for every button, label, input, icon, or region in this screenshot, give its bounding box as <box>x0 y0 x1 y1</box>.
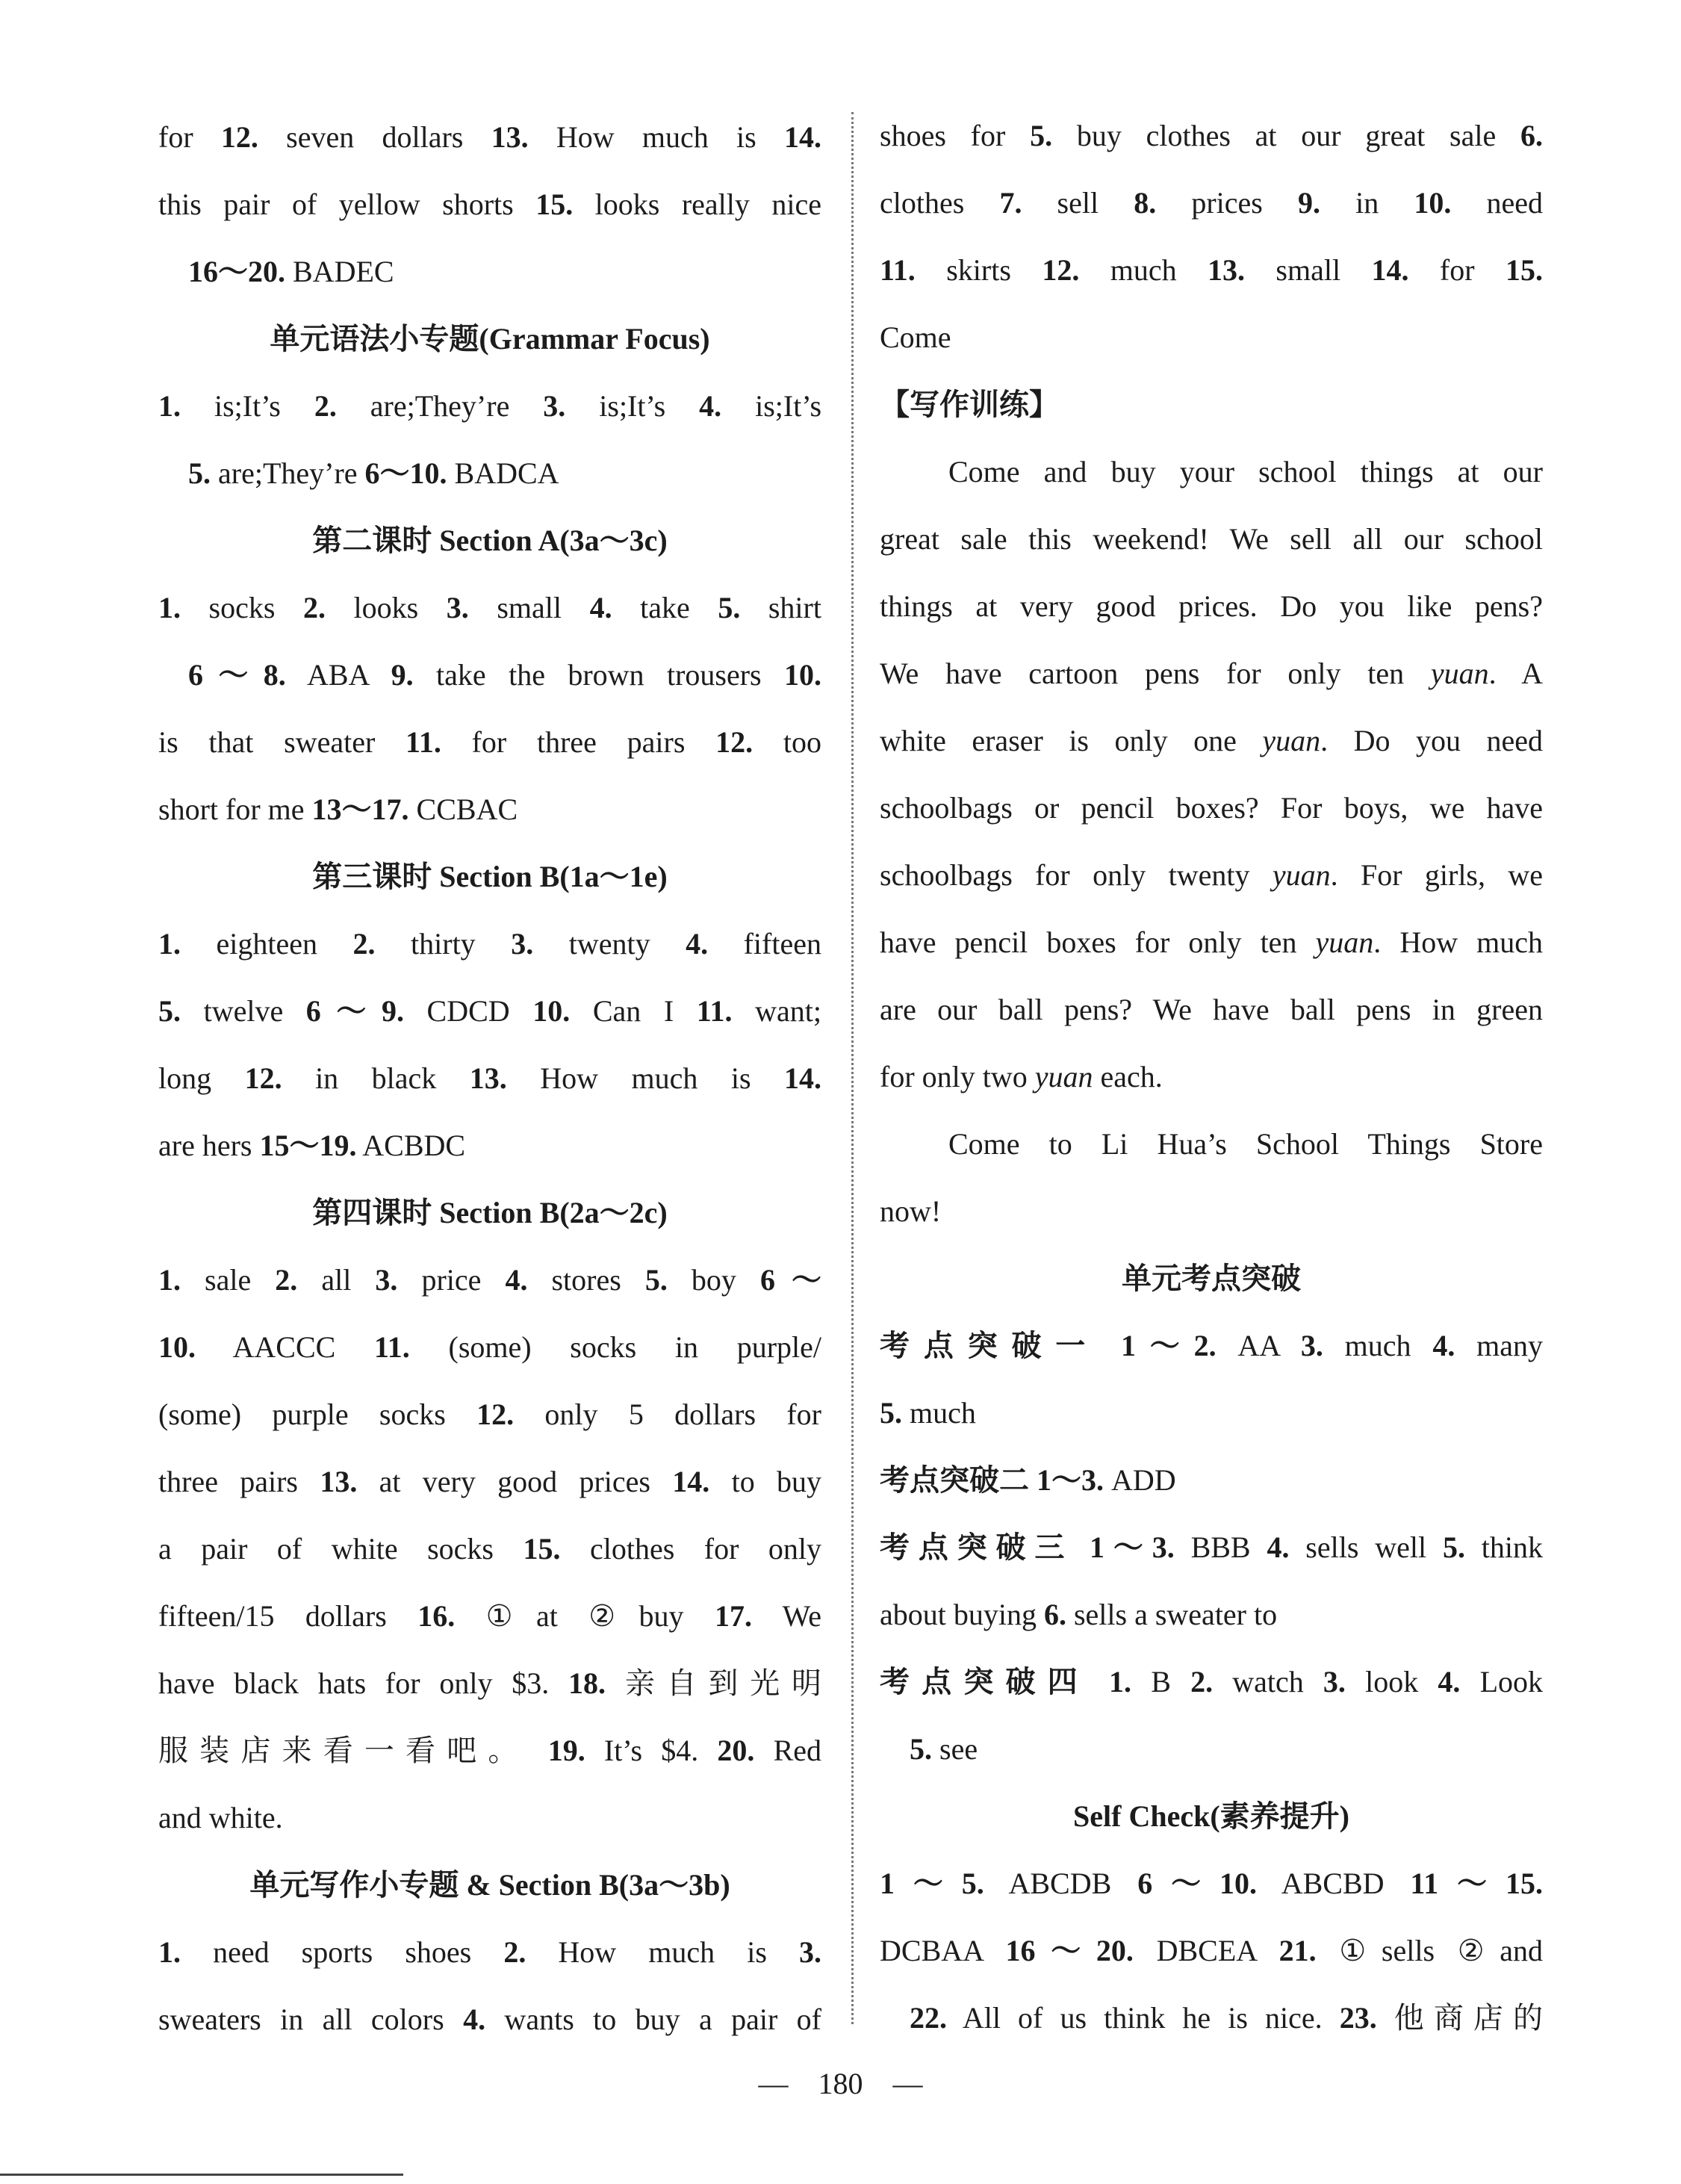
answer-line: a pair of white socks 15. clothes for only <box>158 1532 821 1566</box>
essay-line: are our ball pens? We have ball pens in green <box>880 993 1543 1026</box>
essay-line: have pencil boxes for only ten yuan. How much <box>880 925 1544 959</box>
answer-line: 1. need sports shoes 2. How much is 3. <box>158 1935 821 1969</box>
section-heading: 第二课时 Section A(3a～3c) <box>312 524 668 557</box>
column-divider <box>851 112 854 2024</box>
answer-line: 5. are;They’re 6～10. BADCA <box>188 456 559 490</box>
answer-line: 考点突破四 1. B 2. watch 3. look 4. Look <box>880 1665 1543 1699</box>
answer-line: 1～5. ABCDB 6～10. ABCBD 11～15. <box>880 1867 1543 1900</box>
section-heading: Self Check(素养提升) <box>1073 1799 1349 1833</box>
answer-line: and white. <box>158 1801 283 1834</box>
answer-line: 5. twelve 6～9. CDCD 10. Can I 11. want; <box>158 994 821 1028</box>
answer-line: 考点突破二 1～3. ADD <box>880 1463 1176 1497</box>
answer-line: this pair of yellow shorts 15. looks really nice <box>158 187 822 221</box>
answer-line: three pairs 13. at very good prices 14. to buy <box>158 1465 821 1498</box>
essay-line: now! <box>880 1194 942 1228</box>
answer-line: are hers 15～19. ACBDC <box>158 1129 466 1162</box>
section-heading: 【写作训练】 <box>880 388 1059 421</box>
answer-line: 22. All of us think he is nice. 23. 他商店的 <box>910 2001 1544 2035</box>
page-number: — 180 — <box>0 2062 1681 2106</box>
answer-line: about buying 6. sells a sweater to <box>880 1598 1278 1631</box>
answer-line: short for me 13～17. CCBAC <box>158 792 518 826</box>
answer-line: 11. skirts 12. much 13. small 14. for 15. <box>880 253 1543 287</box>
section-heading: 单元语法小专题(Grammar Focus) <box>270 322 710 356</box>
answer-line: Come <box>880 320 951 354</box>
answer-line: for 12. seven dollars 13. How much is 14. <box>158 120 821 154</box>
section-heading: 单元写作小专题 & Section B(3a～3b) <box>249 1868 730 1902</box>
essay-line: We have cartoon pens for only ten yuan. A <box>880 657 1543 690</box>
answer-line: fifteen/15 dollars 16. ①at ②buy 17. We <box>158 1599 821 1633</box>
essay-line: schoolbags or pencil boxes? For boys, we have <box>880 791 1543 825</box>
essay-line: schoolbags for only twenty yuan. For girls, we <box>880 858 1543 892</box>
answer-line: DCBAA 16～20. DBCEA 21. ①sells ②and <box>880 1934 1544 1967</box>
section-heading: 第三课时 Section B(1a～1e) <box>312 860 668 893</box>
section-heading: 单元考点突破 <box>1122 1262 1301 1295</box>
answer-line: 10. AACCC 11. (some) socks in purple/ <box>158 1330 821 1364</box>
essay-line: for only two yuan each. <box>880 1060 1163 1093</box>
answer-line: 1. socks 2. looks 3. small 4. take 5. shirt <box>158 591 821 624</box>
answer-line: 16～20. BADEC <box>188 255 394 288</box>
answer-line: have black hats for only $3. 18. 亲自到光明 <box>158 1666 821 1700</box>
answer-line: 5. much <box>880 1396 976 1430</box>
answer-line: 考点突破一 1～2. AA 3. much 4. many <box>880 1329 1544 1362</box>
answer-line: shoes for 5. buy clothes at our great sale 6. <box>880 119 1544 152</box>
essay-line: Come and buy your school things at our <box>948 455 1543 488</box>
section-heading: 第四课时 Section B(2a～2c) <box>312 1196 668 1229</box>
answer-line: clothes 7. sell 8. prices 9. in 10. need <box>880 186 1543 220</box>
answer-line: is that sweater 11. for three pairs 12. too <box>158 725 821 759</box>
answer-line: sweaters in all colors 4. wants to buy a pair of <box>158 2002 821 2036</box>
answer-line: 1. sale 2. all 3. price 4. stores 5. boy 6～ <box>158 1263 822 1297</box>
essay-line: Come to Li Hua’s School Things Store <box>948 1127 1543 1161</box>
answer-line: 5. see <box>910 1732 978 1766</box>
answer-line: 考点突破三 1～3. BBB 4. sells well 5. think <box>880 1530 1544 1564</box>
answer-line: 6～8. ABA 9. take the brown trousers 10. <box>188 658 821 692</box>
answer-line: (some) purple socks 12. only 5 dollars for <box>158 1397 821 1431</box>
essay-line: things at very good prices. Do you like pens? <box>880 589 1543 623</box>
essay-line: white eraser is only one yuan. Do you need <box>880 724 1543 757</box>
answer-line: 1. is;It’s 2. are;They’re 3. is;It’s 4. is;It’s <box>158 389 822 423</box>
answer-line: 1. eighteen 2. thirty 3. twenty 4. fifteen <box>158 927 821 961</box>
essay-line: great sale this weekend! We sell all our school <box>880 522 1543 556</box>
answer-line: long 12. in black 13. How much is 14. <box>158 1061 821 1095</box>
bottom-rule <box>0 2174 403 2176</box>
answer-line: 服装店来看一看吧。 19. It’s $4. 20. Red <box>158 1734 821 1767</box>
